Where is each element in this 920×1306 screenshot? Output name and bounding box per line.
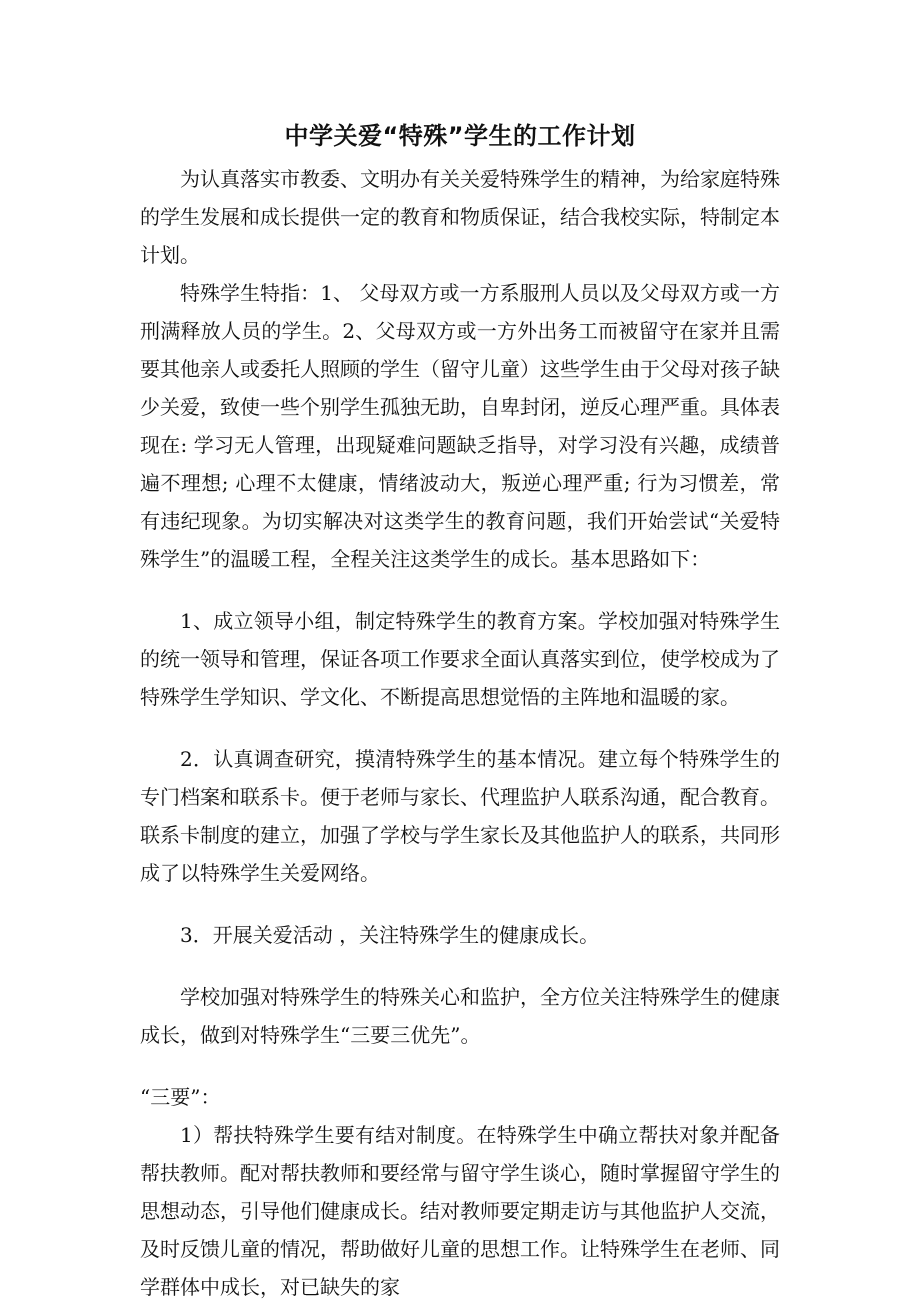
paragraph-item-1: 1、成立领导小组，制定特殊学生的教育方案。学校加强对特殊学生的统一领导和管理，保证各项工作要求全面认真落实到位，使学校成为了特殊学生学知识、学文化、不断提高思想觉悟的主阵地和温暖的家。: [140, 609, 780, 709]
paragraph-intro: 为认真落实市教委、文明办有关关爱特殊学生的精神，为给家庭特殊的学生发展和成长提供一定的教育和物质保证，结合我校实际，特制定本计划。: [140, 167, 780, 267]
document-body: [140, 160, 780, 1306]
paragraph-item-3: 3．开展关爱活动 ，关注特殊学生的健康成长。: [180, 923, 600, 947]
document-title: 中学关爱“特殊”学生的工作计划: [284, 122, 636, 150]
paragraph-three-musts-heading: “三要”：: [140, 1085, 221, 1109]
paragraph-care: 学校加强对特殊学生的特殊关心和监护，全方位关注特殊学生的健康成长，做到对特殊学生“三要三优先”。: [140, 985, 780, 1047]
paragraph-definition: 特殊学生特指：1、 父母双方或一方系服刑人员以及父母双方或一方刑满释放人员的学生。2、父母双方或一方外出务工而被留守在家并且需要其他亲人或委托人照顾的学生（留守儿童）这些学生由于父母对孩子缺少关爱，致使一些个别学生孤独无助，自卑封闭，逆反心理严重。具体表现在: 学习无人管理，出现疑难问题缺乏指导，对学习没有兴趣，成绩普遍不理想; 心理不太健康，情绪波动大，叛逆心理严重; 行为习惯差，常有违纪现象。为切实解决对这类学生的教育问题，我们开始尝试“关爱特殊学生”的温暖工程，全程关注这类学生的成长。基本思路如下：: [140, 281, 780, 571]
paragraph-must-1: 1）帮扶特殊学生要有结对制度。在特殊学生中确立帮扶对象并配备帮扶教师。配对帮扶教师和要经常与留守学生谈心，随时掌握留守学生的思想动态，引导他们健康成长。结对教师要定期走访与其他监护人交流，及时反馈儿童的情况，帮助做好儿童的思想工作。让特殊学生在老师、同学群体中成长，对已缺失的家: [140, 1123, 780, 1299]
paragraph-item-2: 2．认真调查研究，摸清特殊学生的基本情况。建立每个特殊学生的专门档案和联系卡。便于老师与家长、代理监护人联系沟通，配合教育。联系卡制度的建立，加强了学校与学生家长及其他监护人的联系，共同形成了以特殊学生关爱网络。: [140, 747, 780, 885]
